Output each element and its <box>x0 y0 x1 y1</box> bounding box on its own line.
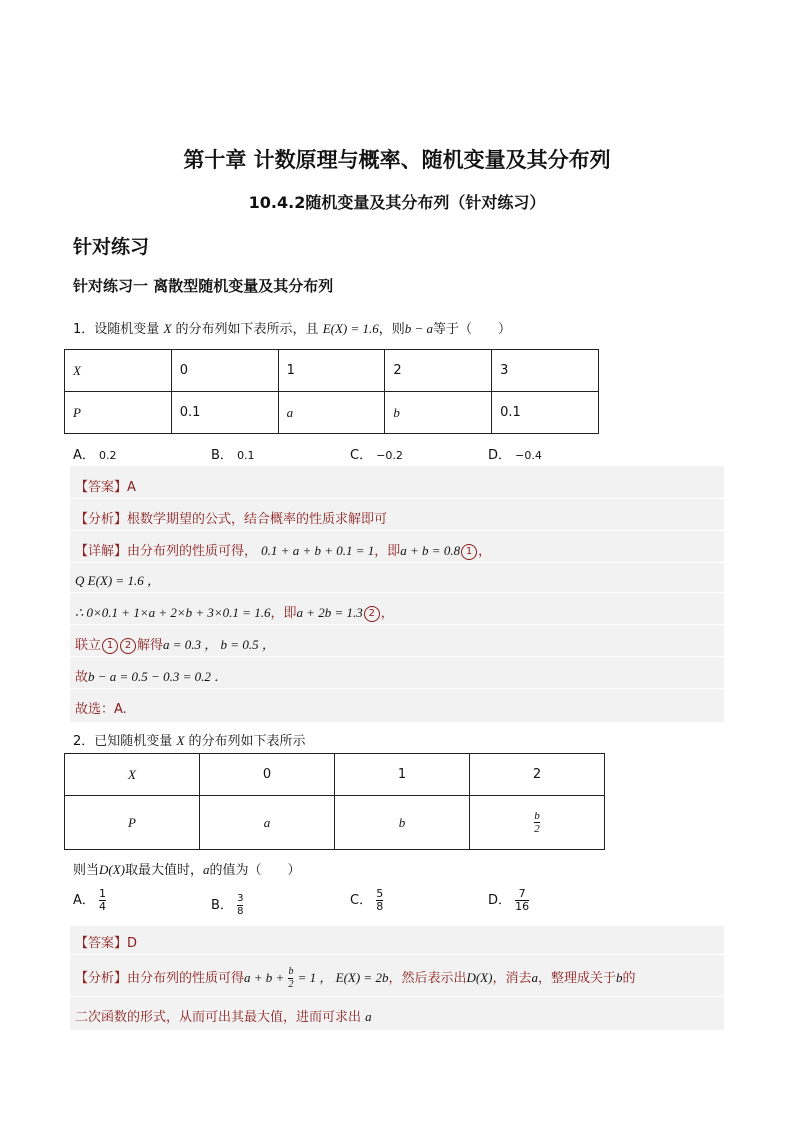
detail-line-3: ∴ 0×0.1 + 1×a + 2×b + 3×0.1 = 1.6，即a + 2b = 1.3 2 ， <box>75 605 394 621</box>
section-title: 10.4.2随机变量及其分布列（针对练习） <box>248 193 546 212</box>
fraction: $\frac{b}{2}$ <box>534 810 540 835</box>
option-c[interactable]: C． −0.2 <box>350 448 403 463</box>
question-number: 1． <box>73 322 95 337</box>
table-cell: 0 <box>171 350 278 392</box>
table-cell: X <box>65 754 200 796</box>
exercise-subheading: 针对练习一 离散型随机变量及其分布列 <box>73 277 334 295</box>
detail-line-5: 故b − a = 0.5 − 0.3 = 0.2 ． <box>75 669 228 685</box>
option-a[interactable]: A． 0.2 <box>73 448 117 463</box>
answer-line: 【答案】D <box>75 936 138 951</box>
option-a[interactable]: A． $\frac{1}{4}$ <box>73 887 107 913</box>
table-cell: 0.1 <box>492 392 599 434</box>
table-cell: 0.1 <box>171 392 278 434</box>
table-cell: P <box>65 796 200 850</box>
solution-block-1 <box>70 466 724 722</box>
exercise-heading: 针对练习 <box>73 236 150 258</box>
choose-line: 故选：A. <box>75 702 127 717</box>
table-cell: a <box>200 796 335 850</box>
table-cell: a <box>278 392 385 434</box>
solution-block-2 <box>70 926 724 1030</box>
detail-line-2: Q E(X) = 1.6 ， <box>75 573 160 588</box>
table-cell: b <box>385 392 492 434</box>
table-cell: 0 <box>200 754 335 796</box>
answer-line: 【答案】A <box>75 480 136 495</box>
table-cell: 3 <box>492 350 599 392</box>
option-d[interactable]: D． $\frac{7}{16}$ <box>488 887 530 913</box>
option-d[interactable]: D． −0.4 <box>488 448 542 463</box>
table-cell: P <box>65 392 172 434</box>
table-cell: 1 <box>278 350 385 392</box>
analysis-line: 【分析】由分布列的性质可得a + b + $\frac{b}{2}$ = 1 ， E(X) = 2b，然后表示出D(X)，消去a，整理成关于b的 <box>75 966 636 990</box>
table-cell <box>470 796 605 850</box>
question-2-prompt: 则当D(X)取最大值时，a的值为（ ） <box>73 862 301 878</box>
option-b[interactable]: B． $\frac{3}{8}$ <box>211 893 244 917</box>
option-b[interactable]: B． 0.1 <box>211 448 255 463</box>
analysis-line: 【分析】根数学期望的公式，结合概率的性质求解即可 <box>75 512 388 527</box>
analysis-line-2: 二次函数的形式，从而可出其最大值，进而可求出 a <box>75 1009 372 1025</box>
table-cell: 1 <box>335 754 470 796</box>
question-1: 1．设随机变量 X 的分布列如下表所示，且 E(X) = 1.6，则b − a等于（ ） <box>73 321 512 337</box>
chapter-title: 第十章 计数原理与概率、随机变量及其分布列 <box>183 148 611 172</box>
table-cell: b <box>335 796 470 850</box>
distribution-table-2 <box>64 753 605 850</box>
question-2: 2．已知随机变量 X 的分布列如下表所示 <box>73 733 306 749</box>
option-c[interactable]: C． $\frac{5}{8}$ <box>350 887 384 913</box>
distribution-table-1 <box>64 349 599 434</box>
table-cell: X <box>65 350 172 392</box>
circled-number: 2 <box>364 606 380 622</box>
circled-number: 1 <box>461 544 477 560</box>
table-cell: 2 <box>385 350 492 392</box>
table-cell: 2 <box>470 754 605 796</box>
detail-line-4: 联立 1 2 解得a = 0.3 ， b = 0.5 ， <box>75 637 275 653</box>
question-number: 2． <box>73 734 95 749</box>
detail-line-1: 【详解】由分布列的性质可得， 0.1 + a + b + 0.1 = 1，即a + b = 0.8 1 ， <box>75 543 492 559</box>
